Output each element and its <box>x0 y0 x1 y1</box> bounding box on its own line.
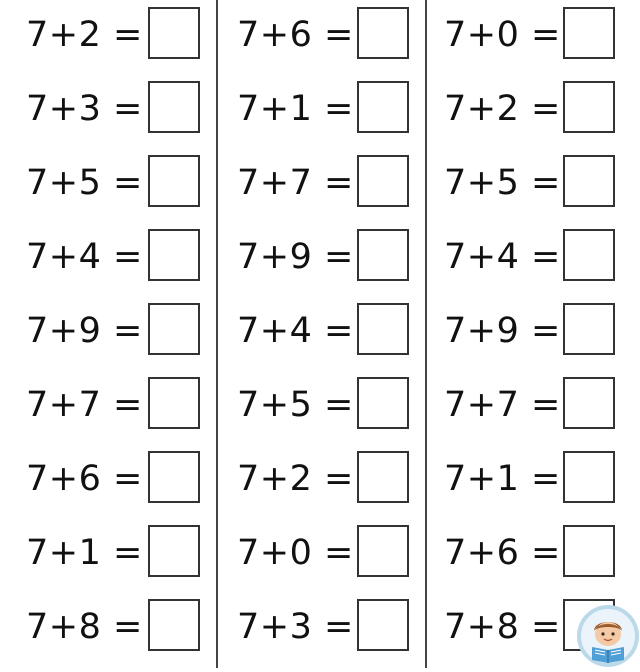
answer-box[interactable] <box>148 303 200 355</box>
problem-expression: 7+3 = <box>237 607 354 647</box>
answer-box[interactable] <box>148 7 200 59</box>
answer-box[interactable] <box>148 81 200 133</box>
problem-expression: 7+7 = <box>26 385 143 425</box>
answer-box[interactable] <box>148 229 200 281</box>
problem-item <box>0 599 216 655</box>
answer-box[interactable] <box>148 377 200 429</box>
answer-box[interactable] <box>148 599 200 651</box>
problem-item <box>0 7 216 63</box>
problem-expression: 7+1 = <box>237 89 354 129</box>
problem-item <box>0 303 216 359</box>
answer-box[interactable] <box>357 303 409 355</box>
problem-item <box>218 81 425 137</box>
answer-box[interactable] <box>563 229 615 281</box>
problem-expression: 7+4 = <box>444 237 561 277</box>
problem-item <box>218 303 425 359</box>
problem-expression: 7+7 = <box>444 385 561 425</box>
problem-item <box>427 525 640 581</box>
problem-item <box>0 525 216 581</box>
problem-item <box>427 7 640 63</box>
answer-box[interactable] <box>563 7 615 59</box>
problem-expression: 7+2 = <box>26 15 143 55</box>
answer-box[interactable] <box>357 155 409 207</box>
answer-box[interactable] <box>148 451 200 503</box>
answer-box[interactable] <box>357 81 409 133</box>
problem-expression: 7+6 = <box>444 533 561 573</box>
problem-item <box>0 81 216 137</box>
answer-box[interactable] <box>563 303 615 355</box>
problem-item <box>0 155 216 211</box>
problem-item <box>218 525 425 581</box>
problem-expression: 7+9 = <box>237 237 354 277</box>
problem-item <box>218 451 425 507</box>
problem-item <box>427 155 640 211</box>
problem-expression: 7+0 = <box>237 533 354 573</box>
answer-box[interactable] <box>357 525 409 577</box>
answer-box[interactable] <box>563 155 615 207</box>
problem-item <box>427 229 640 285</box>
problem-expression: 7+5 = <box>237 385 354 425</box>
answer-box[interactable] <box>357 377 409 429</box>
problem-expression: 7+9 = <box>26 311 143 351</box>
problem-expression: 7+4 = <box>26 237 143 277</box>
problem-item <box>218 7 425 63</box>
problem-expression: 7+1 = <box>26 533 143 573</box>
problem-expression: 7+6 = <box>26 459 143 499</box>
problem-item <box>0 377 216 433</box>
problem-column-1 <box>0 0 216 668</box>
answer-box[interactable] <box>357 7 409 59</box>
logo-eye <box>611 632 614 635</box>
answer-box[interactable] <box>563 81 615 133</box>
problem-item <box>218 229 425 285</box>
problem-expression: 7+7 = <box>237 163 354 203</box>
problem-column-2 <box>218 0 425 668</box>
problem-expression: 7+2 = <box>237 459 354 499</box>
answer-box[interactable] <box>563 451 615 503</box>
problem-expression: 7+0 = <box>444 15 561 55</box>
problem-expression: 7+1 = <box>444 459 561 499</box>
answer-box[interactable] <box>357 229 409 281</box>
problem-expression: 7+9 = <box>444 311 561 351</box>
problem-expression: 7+5 = <box>444 163 561 203</box>
answer-box[interactable] <box>148 525 200 577</box>
answer-box[interactable] <box>563 525 615 577</box>
problem-item <box>427 377 640 433</box>
problem-expression: 7+6 = <box>237 15 354 55</box>
problem-expression: 7+2 = <box>444 89 561 129</box>
problem-item <box>427 451 640 507</box>
logo-eye <box>601 632 604 635</box>
problem-item <box>427 303 640 359</box>
problem-expression: 7+8 = <box>26 607 143 647</box>
problem-item <box>427 81 640 137</box>
answer-box[interactable] <box>563 377 615 429</box>
problem-expression: 7+8 = <box>444 607 561 647</box>
answer-box[interactable] <box>357 451 409 503</box>
child-reading-book-icon <box>576 604 640 668</box>
problem-expression: 7+4 = <box>237 311 354 351</box>
problem-item <box>218 377 425 433</box>
problem-expression: 7+3 = <box>26 89 143 129</box>
problem-item <box>218 155 425 211</box>
answer-box[interactable] <box>357 599 409 651</box>
problem-item <box>0 451 216 507</box>
problem-item <box>218 599 425 655</box>
problem-column-3 <box>427 0 640 668</box>
answer-box[interactable] <box>148 155 200 207</box>
problem-expression: 7+5 = <box>26 163 143 203</box>
problem-item <box>0 229 216 285</box>
